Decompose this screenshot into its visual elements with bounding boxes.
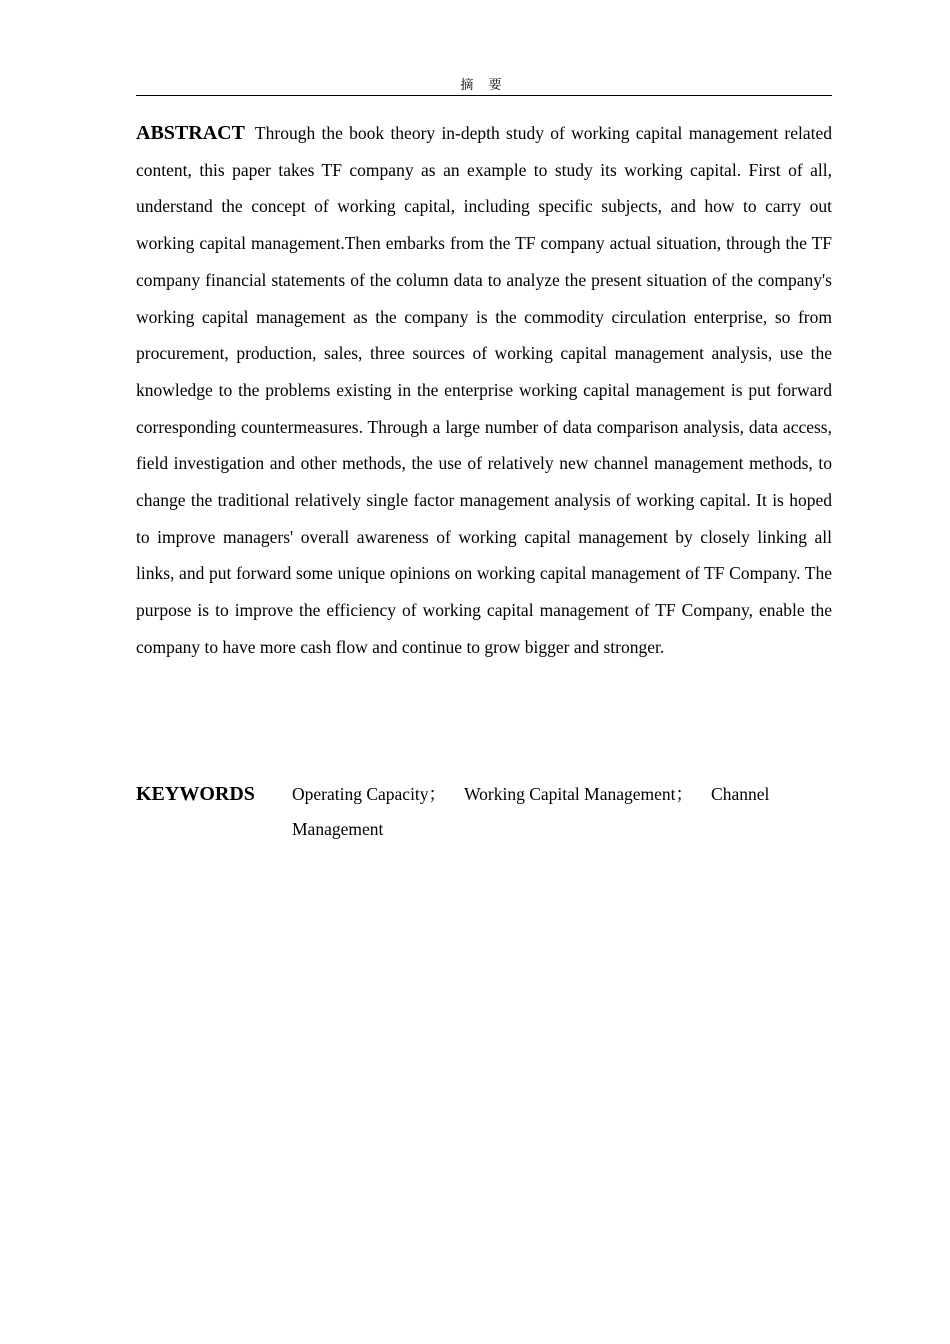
page-header	[136, 76, 832, 96]
keywords-label: KEYWORDS	[136, 783, 255, 805]
abstract-text: Through the book theory in-depth study of working capital management related content, this paper takes TF company as an example to study its working capital. First of all, understand the concept of working capital, including specific subjects, and how to carry out working capital management.Then embarks from the TF company actual situation, through the TF company financial statements of the column data to analyze the present situation of the company's working capital management as the company is the commodity circulation enterprise, so from procurement, production, sales, three sources of working capital management analysis, use the knowledge to the problems existing in the enterprise working capital management is put forward corresponding countermeasures. Through a large number of data comparison analysis, data access, field investigation and other methods, the use of relatively new channel management methods, to change the traditional relatively single factor management analysis of working capital. It is hoped to improve managers' overall awareness of working capital management by closely linking all links, and put forward some unique opinions on working capital management of TF Company. The purpose is to improve the efficiency of working capital management of TF Company, enable the company to have more cash flow and continue to grow bigger and stronger.	[136, 123, 832, 657]
header-title: 摘 要	[460, 77, 508, 92]
keyword-item: Operating Capacity；	[292, 784, 447, 804]
keywords-section	[136, 777, 832, 847]
abstract-section	[136, 115, 832, 666]
keyword-item: Working Capital Management；	[464, 784, 694, 804]
keyword-item: Channel Management	[292, 784, 770, 839]
keywords-list	[292, 777, 832, 847]
abstract-label: ABSTRACT	[136, 122, 245, 144]
